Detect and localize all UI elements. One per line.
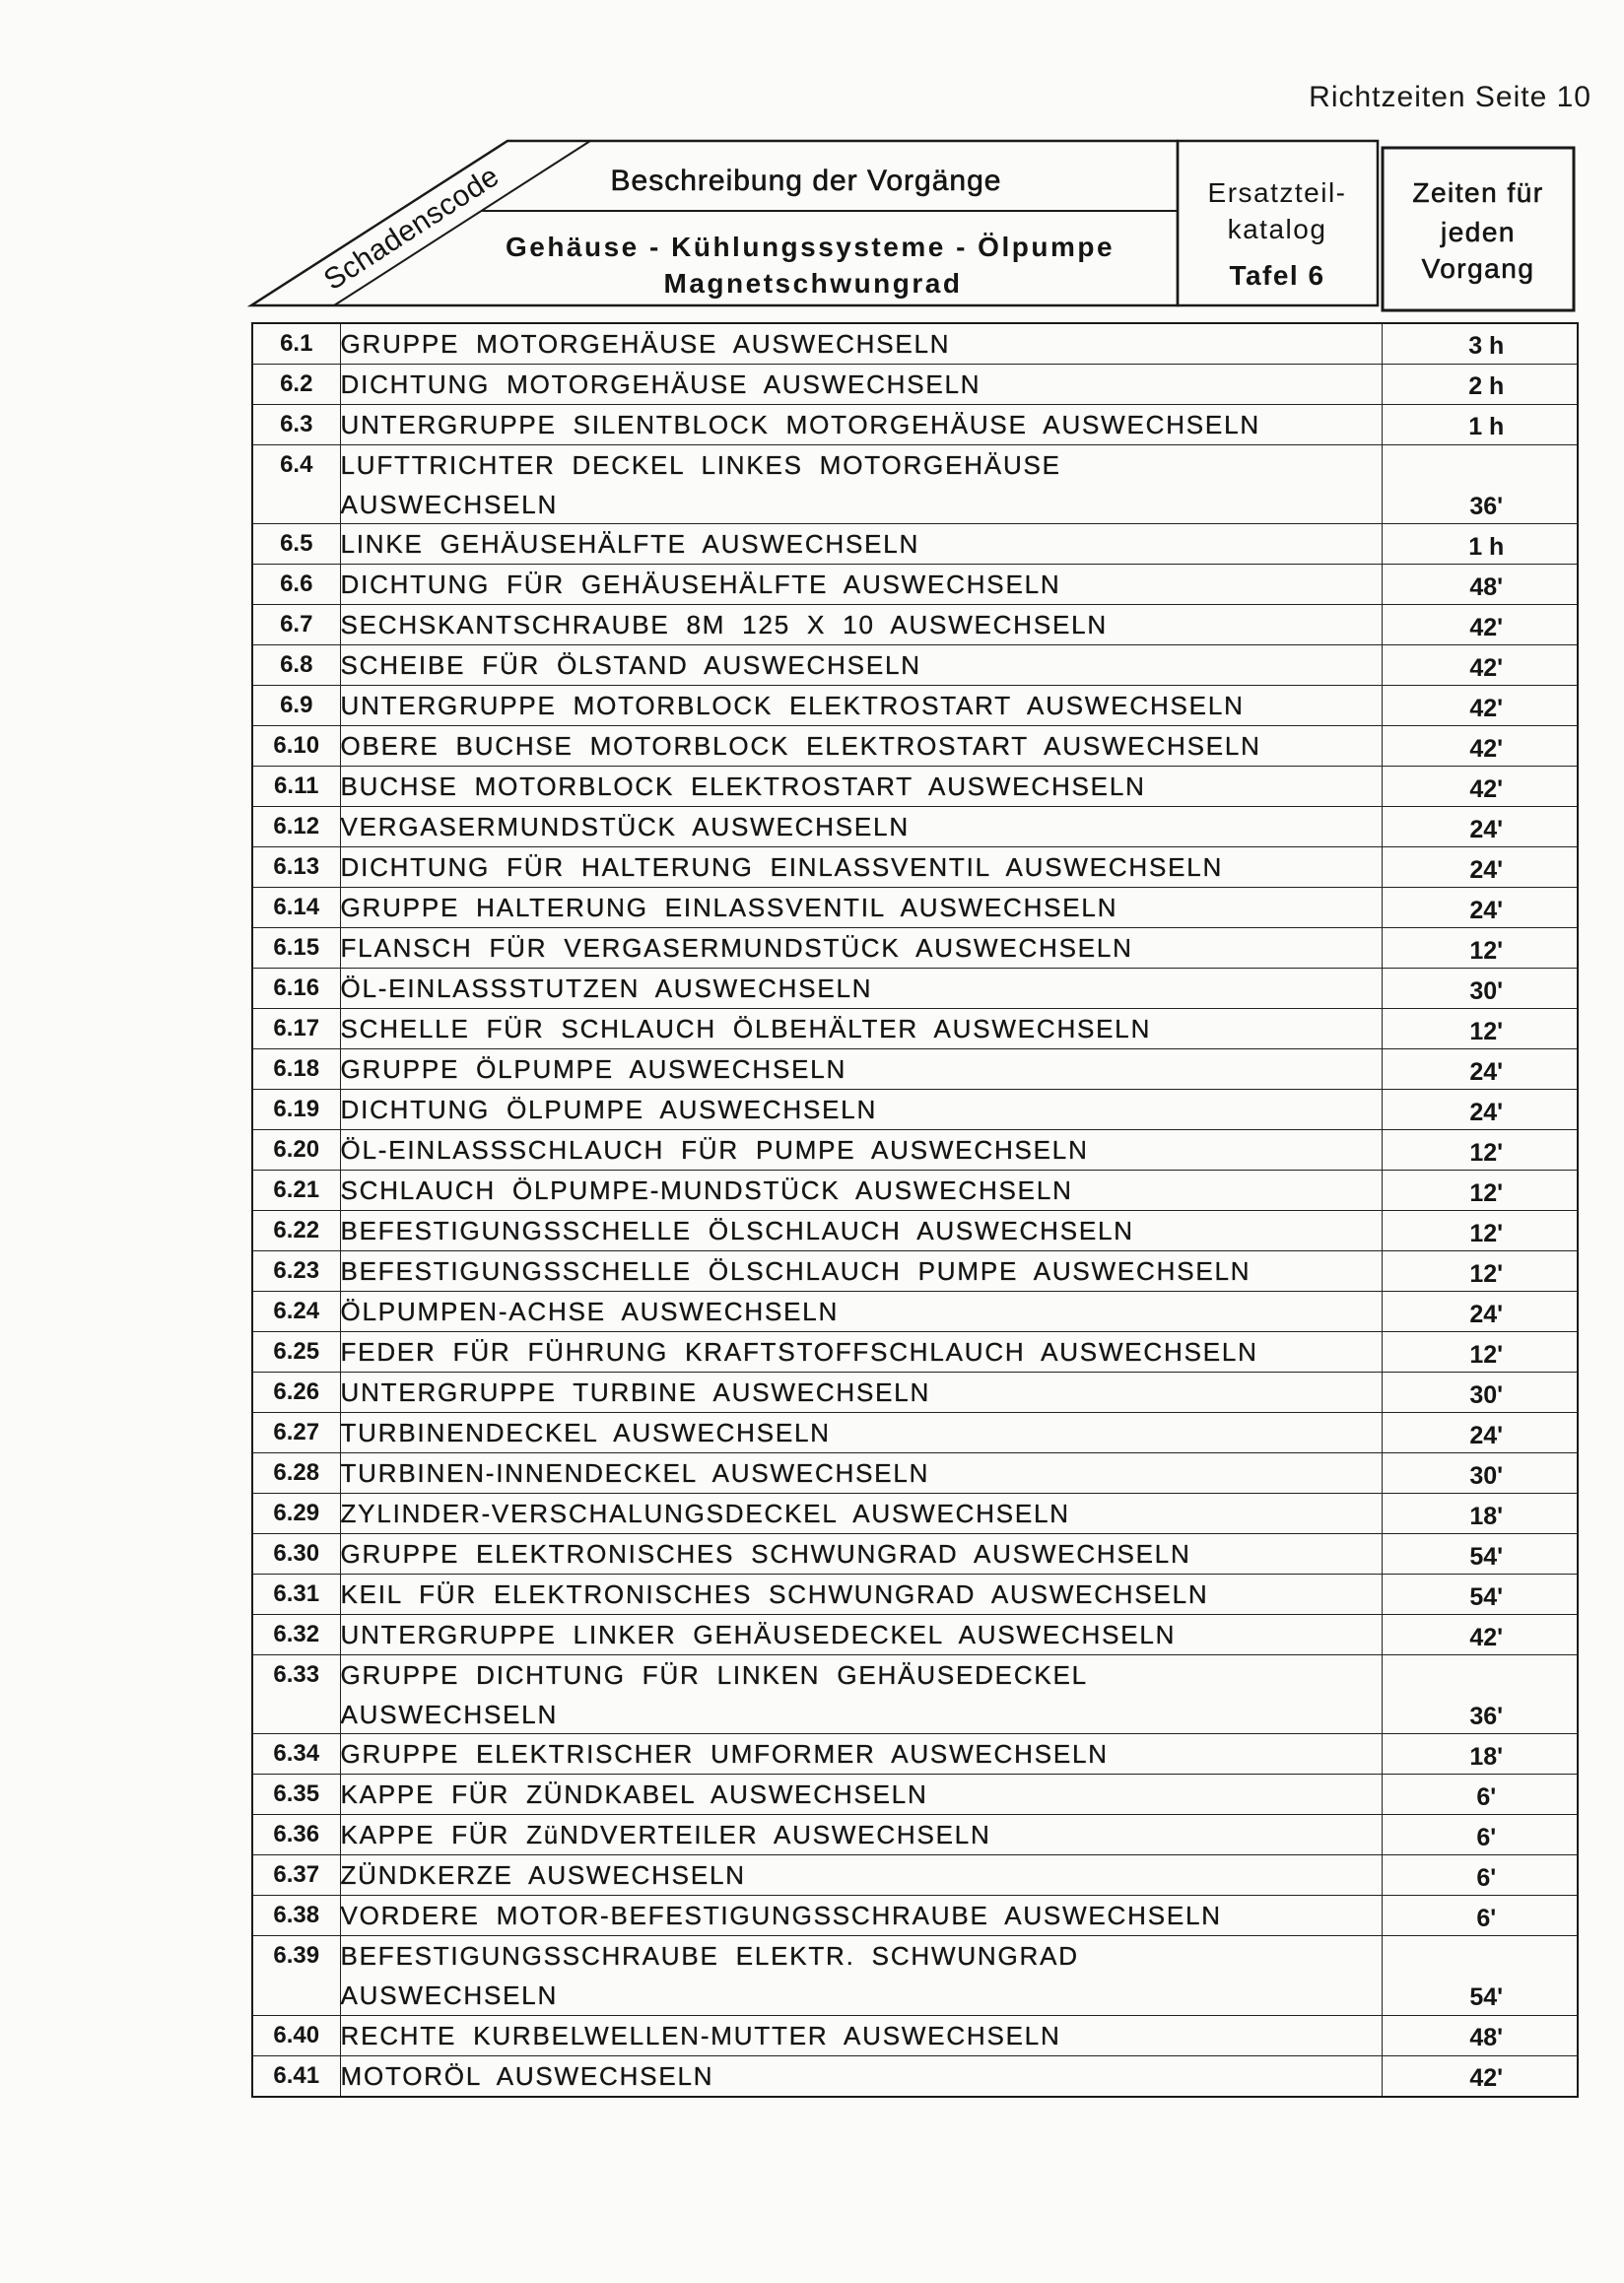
row-time: [1382, 1211, 1578, 1251]
row-time: [1382, 1090, 1578, 1130]
row-time-value: 12': [1469, 1259, 1504, 1288]
row-description-line: AUSWECHSELN: [340, 489, 559, 519]
row-time: [1382, 807, 1578, 847]
table-row: [252, 2015, 1578, 2055]
row-description: [340, 1049, 1382, 1090]
row-time-value: 12': [1469, 1219, 1504, 1247]
row-time: [1382, 888, 1578, 928]
table-row: [252, 726, 1578, 767]
row-time: [1382, 405, 1578, 445]
row-time: [1382, 1936, 1578, 2015]
header-description-title: Beschreibung der Vorgänge: [610, 165, 1002, 197]
row-time-value: 1 h: [1468, 413, 1505, 441]
row-description-line: ZYLINDER-VERSCHALUNGSDECKEL AUSWECHSELN: [340, 1499, 1070, 1529]
row-damage-code: 6.38: [252, 1896, 340, 1936]
row-time-value: 2 h: [1468, 372, 1505, 401]
row-description: [340, 1413, 1382, 1453]
row-description-line: BEFESTIGUNGSSCHELLE ÖLSCHLAUCH AUSWECHSELN: [340, 1216, 1134, 1246]
row-description: [340, 565, 1382, 605]
row-time: [1382, 1251, 1578, 1292]
row-time: [1382, 1815, 1578, 1855]
row-description: [340, 1494, 1382, 1534]
row-description-line: DICHTUNG ÖLPUMPE AUSWECHSELN: [340, 1095, 878, 1125]
row-time-value: 3 h: [1468, 332, 1505, 361]
table-row: [252, 1211, 1578, 1251]
table-row: [252, 2055, 1578, 2097]
row-description: [340, 1090, 1382, 1130]
row-description: [340, 1815, 1382, 1855]
table-row: [252, 1655, 1578, 1734]
row-description-line: FEDER FÜR FÜHRUNG KRAFTSTOFFSCHLAUCH AUSWECHSELN: [340, 1337, 1258, 1368]
table-row: [252, 847, 1578, 888]
table-row: [252, 605, 1578, 645]
header-times-line3: Vorgang: [1421, 253, 1535, 284]
row-time-value: 36': [1469, 1702, 1504, 1730]
row-time-value: 42': [1469, 774, 1504, 803]
row-description-line: SCHEIBE FÜR ÖLSTAND AUSWECHSELN: [340, 650, 921, 681]
row-time-value: 42': [1469, 694, 1504, 722]
row-damage-code: 6.9: [252, 686, 340, 726]
row-time: [1382, 1009, 1578, 1049]
header-section-title-line2: Magnetschwungrad: [663, 268, 963, 299]
row-time: [1382, 1575, 1578, 1615]
row-damage-code: 6.36: [252, 1815, 340, 1855]
table-row: [252, 1896, 1578, 1936]
row-time: [1382, 1855, 1578, 1896]
row-damage-code: 6.33: [252, 1655, 340, 1734]
table-row: [252, 888, 1578, 928]
row-damage-code: 6.41: [252, 2055, 340, 2097]
table-row: [252, 1292, 1578, 1332]
row-time: [1382, 1453, 1578, 1494]
row-description-line: KEIL FÜR ELEKTRONISCHES SCHWUNGRAD AUSWECHSELN: [340, 1579, 1209, 1610]
row-description-line: SCHELLE FÜR SCHLAUCH ÖLBEHÄLTER AUSWECHSELN: [340, 1014, 1152, 1044]
row-time: [1382, 565, 1578, 605]
header-catalog-line1: Ersatzteil-: [1207, 177, 1347, 208]
table-row: [252, 1575, 1578, 1615]
row-damage-code: 6.8: [252, 645, 340, 686]
table-row: [252, 1332, 1578, 1373]
row-time: [1382, 524, 1578, 565]
row-time: [1382, 1734, 1578, 1775]
table-row: [252, 969, 1578, 1009]
row-description-line: GRUPPE HALTERUNG EINLASSVENTIL AUSWECHSELN: [340, 893, 1118, 923]
row-damage-code: 6.32: [252, 1615, 340, 1655]
row-description: [340, 1332, 1382, 1373]
row-damage-code: 6.13: [252, 847, 340, 888]
row-damage-code: 6.6: [252, 565, 340, 605]
row-time: [1382, 1130, 1578, 1171]
row-time: [1382, 605, 1578, 645]
row-damage-code: 6.27: [252, 1413, 340, 1453]
header-catalog-line2: katalog: [1227, 214, 1327, 244]
row-description-line: KAPPE FÜR ZüNDVERTEILER AUSWECHSELN: [340, 1820, 991, 1850]
table-row: [252, 1936, 1578, 2015]
row-description-line: BEFESTIGUNGSSCHRAUBE ELEKTR. SCHWUNGRAD: [340, 1941, 1079, 1972]
row-time-value: 30': [1469, 976, 1504, 1005]
row-description-line: GRUPPE ELEKTRONISCHES SCHWUNGRAD AUSWECHSELN: [340, 1539, 1191, 1570]
row-description: [340, 605, 1382, 645]
row-description: [340, 445, 1382, 524]
row-description-line: ÖL-EINLASSSTUTZEN AUSWECHSELN: [340, 974, 873, 1004]
table-row: [252, 686, 1578, 726]
row-description: [340, 405, 1382, 445]
row-time-value: 6': [1476, 1823, 1497, 1851]
row-time-value: 54': [1469, 1982, 1504, 2011]
row-description-line: ÖL-EINLASSSCHLAUCH FÜR PUMPE AUSWECHSELN: [340, 1135, 1089, 1166]
row-time: [1382, 445, 1578, 524]
table-row: [252, 1413, 1578, 1453]
row-time-value: 48': [1469, 2023, 1504, 2051]
table-row: [252, 1494, 1578, 1534]
row-time-value: 1 h: [1468, 532, 1505, 561]
row-description: [340, 1855, 1382, 1896]
row-time-value: 42': [1469, 2063, 1504, 2092]
row-damage-code: 6.17: [252, 1009, 340, 1049]
row-time-value: 24': [1469, 896, 1504, 924]
row-time-value: 30': [1469, 1461, 1504, 1490]
row-time: [1382, 1292, 1578, 1332]
row-description-line: ZÜNDKERZE AUSWECHSELN: [340, 1860, 746, 1891]
row-description-line: RECHTE KURBELWELLEN-MUTTER AUSWECHSELN: [340, 2020, 1061, 2050]
header-section-title-line1: Gehäuse - Kühlungssysteme - Ölpumpe: [505, 232, 1116, 262]
table-row: [252, 807, 1578, 847]
page-header: Richtzeiten Seite 10: [1309, 81, 1591, 113]
row-description-line: BUCHSE MOTORBLOCK ELEKTROSTART AUSWECHSELN: [340, 772, 1146, 802]
row-time-value: 42': [1469, 613, 1504, 641]
row-description-line: VORDERE MOTOR-BEFESTIGUNGSSCHRAUBE AUSWECHSELN: [340, 1901, 1222, 1931]
row-time-value: 42': [1469, 734, 1504, 763]
row-time-value: 42': [1469, 1623, 1504, 1651]
row-description: [340, 1171, 1382, 1211]
row-damage-code: 6.23: [252, 1251, 340, 1292]
row-time: [1382, 726, 1578, 767]
row-description-line: LUFTTRICHTER DECKEL LINKES MOTORGEHÄUSE: [340, 450, 1061, 480]
operations-table: [251, 322, 1579, 2098]
row-description-line: DICHTUNG FÜR GEHÄUSEHÄLFTE AUSWECHSELN: [340, 570, 1061, 600]
row-time: [1382, 1896, 1578, 1936]
row-description-line: SCHLAUCH ÖLPUMPE-MUNDSTÜCK AUSWECHSELN: [340, 1175, 1073, 1206]
row-damage-code: 6.39: [252, 1936, 340, 2015]
row-description: [340, 1775, 1382, 1815]
table-row: [252, 1615, 1578, 1655]
row-time: [1382, 1332, 1578, 1373]
row-damage-code: 6.30: [252, 1534, 340, 1575]
row-time: [1382, 1775, 1578, 1815]
row-time-value: 42': [1469, 653, 1504, 682]
row-description: [340, 1009, 1382, 1049]
row-damage-code: 6.2: [252, 365, 340, 405]
row-time: [1382, 1655, 1578, 1734]
header-times-line2: jeden: [1440, 217, 1517, 247]
row-description-line: TURBINENDECKEL AUSWECHSELN: [340, 1418, 831, 1448]
row-description: [340, 1534, 1382, 1575]
table-row: [252, 928, 1578, 969]
row-time: [1382, 1494, 1578, 1534]
row-description-line: FLANSCH FÜR VERGASERMUNDSTÜCK AUSWECHSELN: [340, 933, 1133, 964]
row-damage-code: 6.12: [252, 807, 340, 847]
row-description-line: ÖLPUMPEN-ACHSE AUSWECHSELN: [340, 1297, 840, 1327]
row-damage-code: 6.40: [252, 2015, 340, 2055]
row-damage-code: 6.1: [252, 323, 340, 365]
row-description: [340, 807, 1382, 847]
row-time-value: 54': [1469, 1542, 1504, 1571]
table-row: [252, 1855, 1578, 1896]
row-time-value: 12': [1469, 936, 1504, 965]
row-damage-code: 6.19: [252, 1090, 340, 1130]
row-time: [1382, 767, 1578, 807]
row-time-value: 36': [1469, 492, 1504, 520]
row-description: [340, 323, 1382, 365]
row-time-value: 18': [1469, 1502, 1504, 1530]
row-time: [1382, 969, 1578, 1009]
row-description: [340, 1211, 1382, 1251]
row-description: [340, 524, 1382, 565]
row-description-line: GRUPPE ÖLPUMPE AUSWECHSELN: [340, 1054, 847, 1085]
row-description-line: UNTERGRUPPE MOTORBLOCK ELEKTROSTART AUSWECHSELN: [340, 691, 1245, 721]
row-description: [340, 767, 1382, 807]
row-time: [1382, 2015, 1578, 2055]
row-time: [1382, 645, 1578, 686]
row-description-line: DICHTUNG FÜR HALTERUNG EINLASSVENTIL AUSWECHSELN: [340, 852, 1224, 883]
table-row: [252, 405, 1578, 445]
row-time: [1382, 1534, 1578, 1575]
row-description-line: OBERE BUCHSE MOTORBLOCK ELEKTROSTART AUSWECHSELN: [340, 731, 1261, 762]
row-time-value: 18': [1469, 1742, 1504, 1771]
row-time-value: 6': [1476, 1782, 1497, 1811]
row-description-line: BEFESTIGUNGSSCHELLE ÖLSCHLAUCH PUMPE AUSWECHSELN: [340, 1256, 1252, 1287]
row-description-line: UNTERGRUPPE LINKER GEHÄUSEDECKEL AUSWECHSELN: [340, 1620, 1177, 1650]
row-description-line: GRUPPE MOTORGEHÄUSE AUSWECHSELN: [340, 329, 951, 359]
row-time-value: 24': [1469, 1421, 1504, 1449]
row-time: [1382, 2055, 1578, 2097]
row-time-value: 54': [1469, 1582, 1504, 1611]
header-catalog-plate: Tafel 6: [1229, 260, 1325, 291]
row-description: [340, 1373, 1382, 1413]
row-description: [340, 365, 1382, 405]
table-row: [252, 1049, 1578, 1090]
table-row: [252, 1453, 1578, 1494]
table-row: [252, 365, 1578, 405]
row-damage-code: 6.29: [252, 1494, 340, 1534]
row-description: [340, 1936, 1382, 2015]
row-description: [340, 1130, 1382, 1171]
row-description: [340, 726, 1382, 767]
row-damage-code: 6.14: [252, 888, 340, 928]
table-row: [252, 645, 1578, 686]
row-description: [340, 888, 1382, 928]
row-damage-code: 6.24: [252, 1292, 340, 1332]
row-time-value: 24': [1469, 1057, 1504, 1086]
row-damage-code: 6.5: [252, 524, 340, 565]
row-time-value: 24': [1469, 1300, 1504, 1328]
row-time-value: 24': [1469, 815, 1504, 843]
row-description-line: UNTERGRUPPE SILENTBLOCK MOTORGEHÄUSE AUSWECHSELN: [340, 410, 1260, 439]
row-description: [340, 686, 1382, 726]
row-time: [1382, 1615, 1578, 1655]
row-description: [340, 1655, 1382, 1734]
row-damage-code: 6.35: [252, 1775, 340, 1815]
row-description-line: TURBINEN-INNENDECKEL AUSWECHSELN: [340, 1458, 930, 1489]
row-description-line: LINKE GEHÄUSEHÄLFTE AUSWECHSELN: [340, 529, 920, 560]
row-time: [1382, 1171, 1578, 1211]
row-description: [340, 1615, 1382, 1655]
table-row: [252, 323, 1578, 365]
row-description: [340, 1575, 1382, 1615]
row-time-value: 12': [1469, 1138, 1504, 1167]
header-code-label: Schadenscode: [317, 160, 506, 298]
table-row: [252, 1373, 1578, 1413]
table-row: [252, 1815, 1578, 1855]
row-damage-code: 6.21: [252, 1171, 340, 1211]
row-description: [340, 1896, 1382, 1936]
row-time: [1382, 1373, 1578, 1413]
row-description-line: MOTORÖL AUSWECHSELN: [340, 2060, 714, 2091]
row-time-value: 30': [1469, 1380, 1504, 1409]
row-time-value: 12': [1469, 1340, 1504, 1369]
row-description: [340, 847, 1382, 888]
row-description: [340, 2055, 1382, 2097]
row-time-value: 6': [1476, 1863, 1497, 1892]
header-code-divider: [334, 141, 590, 305]
row-damage-code: 6.3: [252, 405, 340, 445]
table-row: [252, 1130, 1578, 1171]
row-description: [340, 1292, 1382, 1332]
row-description-line: GRUPPE ELEKTRISCHER UMFORMER AUSWECHSELN: [340, 1739, 1109, 1770]
header-times-line1: Zeiten für: [1412, 177, 1544, 208]
row-time: [1382, 323, 1578, 365]
table-row: [252, 524, 1578, 565]
row-damage-code: 6.15: [252, 928, 340, 969]
row-time-value: 24': [1469, 1098, 1504, 1126]
row-damage-code: 6.18: [252, 1049, 340, 1090]
row-time-value: 12': [1469, 1017, 1504, 1045]
table-row: [252, 565, 1578, 605]
row-time-value: 24': [1469, 855, 1504, 884]
row-damage-code: 6.11: [252, 767, 340, 807]
row-description: [340, 645, 1382, 686]
row-damage-code: 6.7: [252, 605, 340, 645]
row-time: [1382, 1049, 1578, 1090]
row-description: [340, 1453, 1382, 1494]
row-time-value: 48': [1469, 572, 1504, 601]
table-row: [252, 1090, 1578, 1130]
row-time: [1382, 928, 1578, 969]
row-description-line: DICHTUNG MOTORGEHÄUSE AUSWECHSELN: [340, 369, 981, 399]
row-damage-code: 6.25: [252, 1332, 340, 1373]
row-damage-code: 6.22: [252, 1211, 340, 1251]
row-description-line: UNTERGRUPPE TURBINE AUSWECHSELN: [340, 1377, 931, 1408]
row-description: [340, 1734, 1382, 1775]
row-time: [1382, 686, 1578, 726]
table-row: [252, 767, 1578, 807]
row-time: [1382, 1413, 1578, 1453]
table-row: [252, 1171, 1578, 1211]
row-description-line: SECHSKANTSCHRAUBE 8M 125 X 10 AUSWECHSELN: [340, 610, 1108, 640]
row-damage-code: 6.37: [252, 1855, 340, 1896]
row-description-line: AUSWECHSELN: [340, 1699, 559, 1729]
table-row: [252, 1251, 1578, 1292]
row-description-line: VERGASERMUNDSTÜCK AUSWECHSELN: [340, 812, 910, 842]
row-description: [340, 928, 1382, 969]
row-time-value: 6': [1476, 1904, 1497, 1932]
row-time: [1382, 365, 1578, 405]
row-description: [340, 2015, 1382, 2055]
row-damage-code: 6.26: [252, 1373, 340, 1413]
row-description-line: GRUPPE DICHTUNG FÜR LINKEN GEHÄUSEDECKEL: [340, 1660, 1088, 1691]
row-damage-code: 6.28: [252, 1453, 340, 1494]
row-damage-code: 6.10: [252, 726, 340, 767]
table-row: [252, 1009, 1578, 1049]
row-damage-code: 6.34: [252, 1734, 340, 1775]
row-description: [340, 1251, 1382, 1292]
table-row: [252, 1534, 1578, 1575]
table-row: [252, 1775, 1578, 1815]
row-damage-code: 6.4: [252, 445, 340, 524]
row-time: [1382, 847, 1578, 888]
row-description-line: KAPPE FÜR ZÜNDKABEL AUSWECHSELN: [340, 1779, 928, 1810]
operations-table-body: [252, 323, 1578, 2097]
table-row: [252, 445, 1578, 524]
row-time-value: 12': [1469, 1178, 1504, 1207]
row-damage-code: 6.20: [252, 1130, 340, 1171]
row-damage-code: 6.31: [252, 1575, 340, 1615]
row-damage-code: 6.16: [252, 969, 340, 1009]
row-description-line: AUSWECHSELN: [340, 1980, 559, 2010]
row-description: [340, 969, 1382, 1009]
table-row: [252, 1734, 1578, 1775]
